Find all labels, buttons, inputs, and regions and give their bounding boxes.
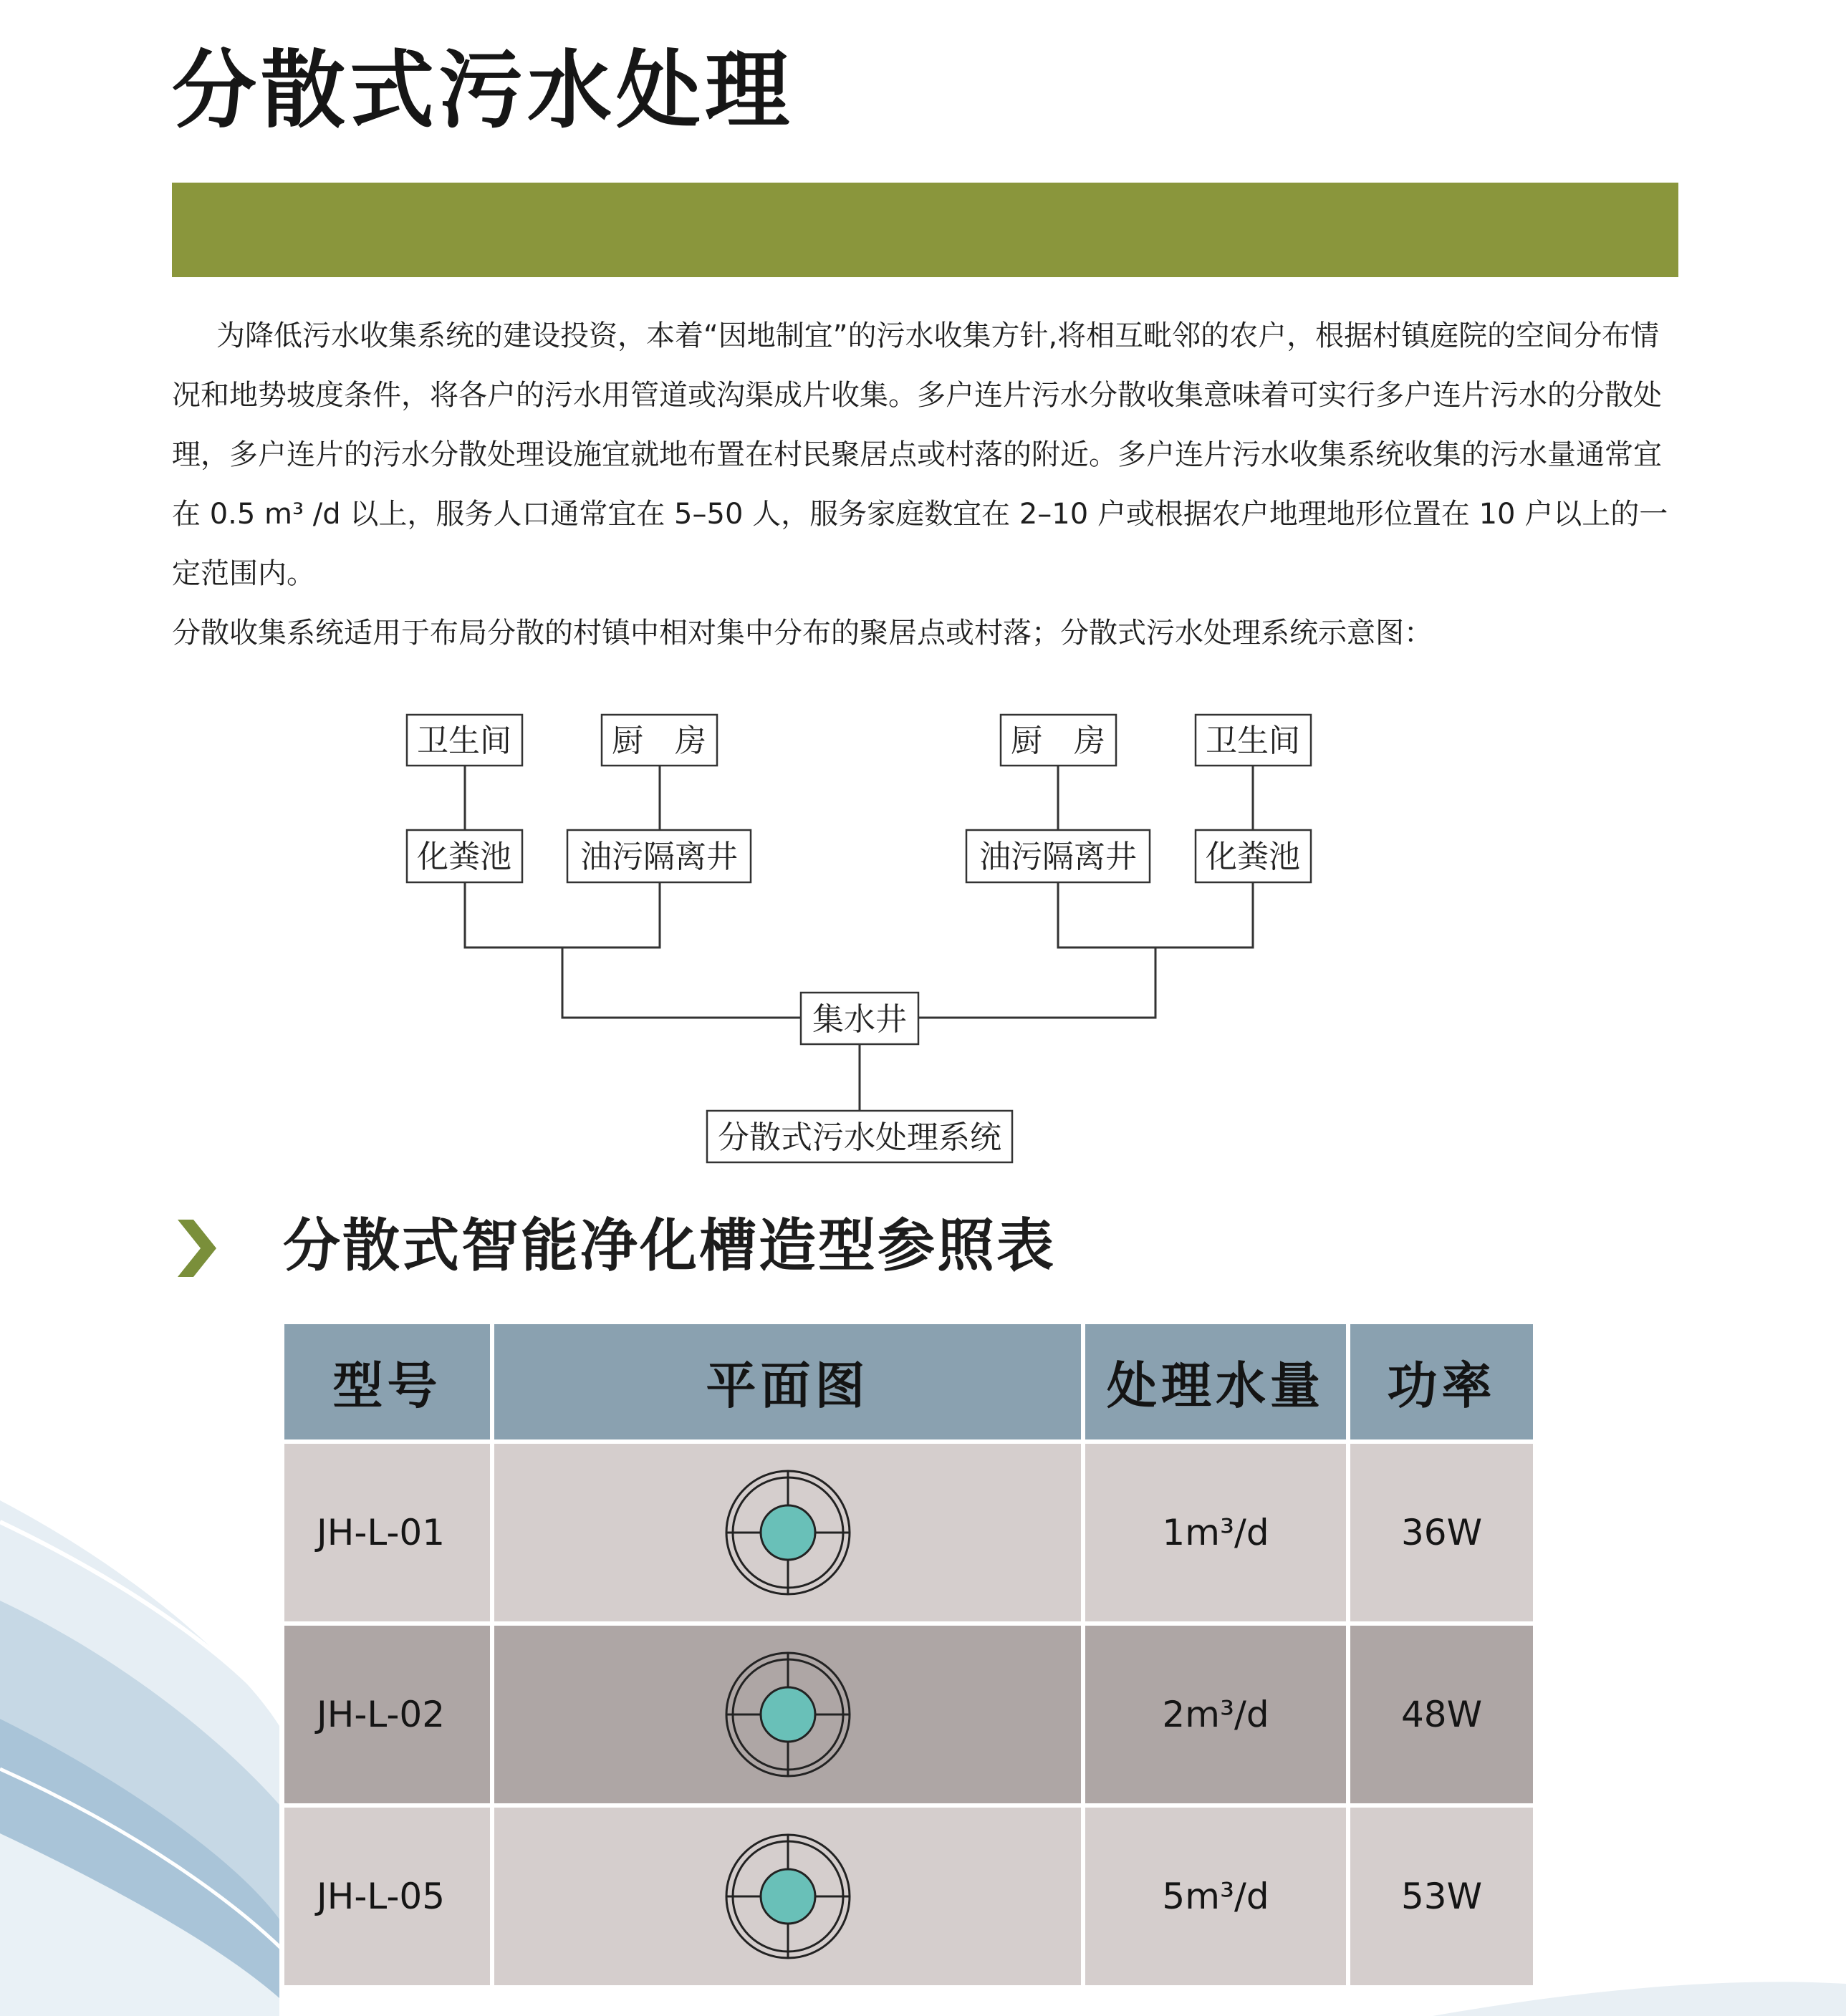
cell-plan	[494, 1444, 1081, 1621]
cell-model: JH-L-05	[284, 1808, 490, 1985]
cell-capacity: 5m³/d	[1085, 1808, 1346, 1985]
svg-text:卫生间: 卫生间	[1206, 723, 1300, 759]
tank-plan-icon	[722, 1467, 854, 1598]
node-left-kitchen	[602, 715, 717, 766]
node-right-toilet	[1196, 715, 1311, 766]
cell-model: JH-L-02	[284, 1626, 490, 1803]
tank-plan-icon	[722, 1649, 854, 1780]
node-left-grease-separator	[567, 830, 751, 882]
svg-text:集水井: 集水井	[812, 1001, 907, 1038]
spec-table	[280, 1320, 1537, 1990]
cell-capacity: 2m³/d	[1085, 1626, 1346, 1803]
node-right-grease-separator	[966, 830, 1150, 882]
table-row	[284, 1626, 1533, 1803]
header-model: 型号	[284, 1324, 490, 1439]
section-title: 分散式智能净化槽造型参照表	[283, 1212, 1056, 1279]
node-collector-well	[801, 993, 918, 1044]
svg-text:油污隔离井: 油污隔离井	[979, 839, 1137, 875]
node-treatment-system	[707, 1111, 1012, 1162]
svg-text:卫生间: 卫生间	[417, 723, 511, 759]
cell-model: JH-L-01	[284, 1444, 490, 1621]
table-row	[284, 1444, 1533, 1621]
node-right-septic-tank	[1196, 830, 1311, 882]
node-left-toilet	[407, 715, 522, 766]
tank-plan-icon	[722, 1831, 854, 1962]
header-power: 功率	[1350, 1324, 1533, 1439]
svg-text:厨 房: 厨 房	[612, 723, 706, 759]
svg-text:化粪池: 化粪池	[417, 839, 511, 875]
chevron-right-icon	[172, 1216, 222, 1281]
intro-paragraph-1: 为降低污水收集系统的建设投资，本着“因地制宜”的污水收集方针,将相互毗邻的农户，根据村镇庭院的空间分布情况和地势坡度条件，将各户的污水用管道或沟渠成片收集。多户连片污水分散收集意味着可实行多户连片污水的分散处理，多户连片的污水分散处理设施宜就地布置在村民聚居点或村落的附近。多户连片污水收集系统收集的污水量通常宜在 0.5 m³ /d 以上，服务人口通常宜在 5–50 人，服务家庭数宜在 2–10 户或根据农户地理地形位置在 10 户以上的一定范围内。	[172, 319, 1668, 590]
cell-power: 48W	[1350, 1626, 1533, 1803]
table-row	[284, 1808, 1533, 1985]
node-right-kitchen	[1001, 715, 1116, 766]
diagram-connectors	[465, 766, 1253, 1111]
svg-text:厨 房: 厨 房	[1011, 723, 1105, 759]
header-capacity: 处理水量	[1085, 1324, 1346, 1439]
node-left-septic-tank	[407, 830, 522, 882]
svg-text:油污隔离井: 油污隔离井	[580, 839, 738, 875]
cell-plan	[494, 1626, 1081, 1803]
svg-text:分散式污水处理系统: 分散式污水处理系统	[718, 1119, 1001, 1156]
intro-paragraph-2: 分散收集系统适用于布局分散的村镇中相对集中分布的聚居点或村落；分散式污水处理系统示意图：	[172, 617, 1433, 650]
cell-power: 36W	[1350, 1444, 1533, 1621]
svg-text:化粪池: 化粪池	[1206, 839, 1300, 875]
table-header-row	[284, 1324, 1533, 1439]
page-title: 分散式污水处理	[172, 41, 794, 140]
cell-power: 53W	[1350, 1808, 1533, 1985]
cell-plan	[494, 1808, 1081, 1985]
header-plan: 平面图	[494, 1324, 1081, 1439]
cell-capacity: 1m³/d	[1085, 1444, 1346, 1621]
